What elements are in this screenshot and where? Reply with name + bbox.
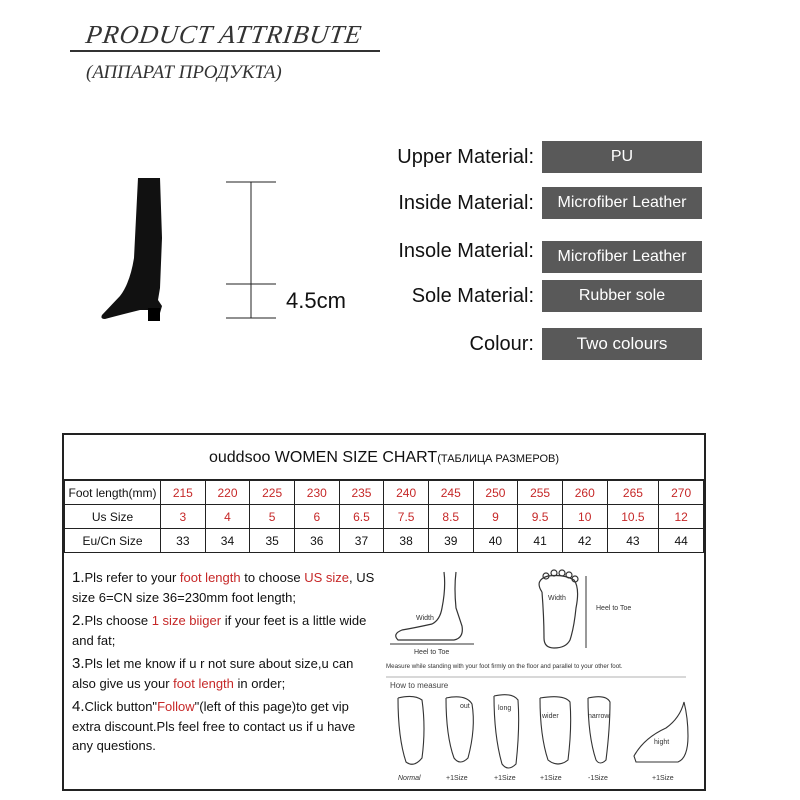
- heel-height-indicator: [222, 180, 282, 320]
- table-row-eu-size: [65, 529, 704, 553]
- attribute-label: Colour:: [469, 333, 534, 355]
- note-text: to choose: [240, 570, 305, 585]
- note-text: , US size 6=CN size 36=230mm foot length;: [72, 570, 375, 605]
- note-number: 1.: [72, 569, 85, 586]
- size-adjust-label: -1Size: [588, 775, 608, 782]
- follow-link[interactable]: Follow: [157, 699, 195, 714]
- table-cell: 240: [384, 481, 429, 505]
- attribute-label: Upper Material:: [397, 146, 534, 168]
- note-2: [72, 611, 377, 650]
- attribute-value: Rubber sole: [542, 280, 702, 312]
- attribute-value: Microfiber Leather: [542, 241, 702, 273]
- table-cell: 255: [518, 481, 563, 505]
- foot-type-narrow: narrow: [588, 713, 610, 720]
- table-cell: 220: [205, 481, 250, 505]
- measurement-diagram: [384, 568, 702, 788]
- table-cell: 42: [562, 529, 607, 553]
- table-cell: 41: [518, 529, 563, 553]
- note-text: if your feet is a little wide and fat;: [72, 613, 367, 648]
- attribute-label: Insole Material:: [398, 240, 534, 262]
- row-header: Foot length(mm): [65, 481, 161, 505]
- table-row-us-size: [65, 505, 704, 529]
- attribute-row-colour: [330, 328, 702, 360]
- divider: [386, 676, 686, 678]
- table-cell: 34: [205, 529, 250, 553]
- size-chart-title-suffix: (ТАБЛИЦА РАЗМЕРОВ): [437, 453, 560, 465]
- note-highlight: US size: [304, 570, 350, 585]
- heel-to-toe-label: Heel to Toe: [414, 649, 450, 656]
- note-text: Click button": [84, 699, 158, 714]
- table-cell: 225: [250, 481, 295, 505]
- table-cell: 5: [250, 505, 295, 529]
- table-cell: 4: [205, 505, 250, 529]
- hight-label: hight: [654, 739, 670, 746]
- note-text: "(left of this page)to get vip extra discount.Pls feel free to contact us if u have any questions.: [72, 699, 356, 753]
- attribute-value: PU: [542, 141, 702, 173]
- table-cell: 8.5: [428, 505, 473, 529]
- note-1: [72, 568, 377, 607]
- table-cell: 12: [659, 505, 704, 529]
- table-cell: 40: [473, 529, 518, 553]
- table-cell: 270: [659, 481, 704, 505]
- size-table: [64, 480, 704, 553]
- table-cell: 35: [250, 529, 295, 553]
- table-cell: 6: [294, 505, 339, 529]
- table-cell: 215: [161, 481, 206, 505]
- size-adjust-label: +1Size: [652, 775, 674, 782]
- table-row-foot-length: [65, 481, 704, 505]
- table-cell: 3: [161, 505, 206, 529]
- note-number: 3.: [72, 655, 85, 672]
- attribute-row-upper: [330, 141, 702, 173]
- attribute-row-insole: [330, 235, 702, 267]
- table-cell: 10: [562, 505, 607, 529]
- table-cell: 38: [384, 529, 429, 553]
- attribute-value: Microfiber Leather: [542, 187, 702, 219]
- note-highlight: foot length: [173, 675, 234, 691]
- note-3: [72, 654, 377, 693]
- note-number: 4.: [72, 698, 85, 715]
- table-cell: 7.5: [384, 505, 429, 529]
- note-highlight: 1 size biiger: [151, 613, 222, 628]
- header-underline: [70, 50, 380, 52]
- row-header: Eu/Cn Size: [65, 529, 161, 553]
- attribute-row-inside: [330, 187, 702, 219]
- size-chart-title: [64, 435, 704, 480]
- attribute-label: Sole Material:: [411, 285, 534, 307]
- attribute-row-sole: [330, 280, 702, 312]
- table-cell: 10.5: [607, 505, 659, 529]
- table-cell: 39: [428, 529, 473, 553]
- note-highlight: foot length: [179, 570, 241, 585]
- table-cell: 44: [659, 529, 704, 553]
- top-foot-icon: [539, 570, 578, 648]
- attribute-label: Inside Material:: [398, 192, 534, 214]
- table-cell: 37: [339, 529, 384, 553]
- foot-type-normal: Normal: [398, 775, 421, 782]
- note-number: 2.: [72, 612, 85, 629]
- how-to-measure-label: How to measure: [390, 681, 449, 690]
- table-cell: 36: [294, 529, 339, 553]
- size-adjust-label: +1Size: [540, 775, 562, 782]
- table-cell: 9.5: [518, 505, 563, 529]
- table-cell: 250: [473, 481, 518, 505]
- foot-type-long: long: [498, 705, 512, 712]
- note-text: in order;: [233, 675, 286, 691]
- attribute-value: Two colours: [542, 328, 702, 360]
- table-cell: 6.5: [339, 505, 384, 529]
- note-text: Pls let me know if u r not sure about size,u can also give us your: [72, 656, 354, 691]
- width-label-top: Width: [548, 595, 566, 602]
- row-header: Us Size: [65, 505, 161, 529]
- foot-type-out: out: [460, 703, 470, 710]
- table-cell: 43: [607, 529, 659, 553]
- size-chart: [62, 433, 706, 791]
- table-cell: 245: [428, 481, 473, 505]
- boot-image: [100, 178, 180, 323]
- size-adjust-label: +1Size: [446, 775, 468, 782]
- size-chart-title-main: ouddsoo WOMEN SIZE CHART: [208, 449, 438, 466]
- table-cell: 230: [294, 481, 339, 505]
- side-foot-icon: [396, 572, 463, 640]
- heel-to-toe-label-2: Heel to Toe: [596, 605, 632, 612]
- heel-height-label: 4.5cm: [286, 288, 346, 313]
- width-label: Width: [416, 615, 434, 622]
- header-title: PRODUCT ATTRIBUTE: [84, 20, 364, 49]
- foot-type-wider: wider: [542, 713, 559, 720]
- table-cell: 260: [562, 481, 607, 505]
- foot-types-row: [398, 695, 688, 768]
- note-text: Pls refer to your: [84, 570, 180, 585]
- size-adjust-label: +1Size: [494, 775, 516, 782]
- header-subtitle: (АППАРАТ ПРОДУКТА): [86, 62, 282, 83]
- measure-instruction: Measure while standing with your foot firmly on the floor and parallel to your other foot.: [386, 663, 623, 670]
- table-cell: 235: [339, 481, 384, 505]
- note-text: Pls choose: [84, 613, 152, 628]
- note-4: [72, 697, 377, 756]
- table-cell: 33: [161, 529, 206, 553]
- table-cell: 265: [607, 481, 659, 505]
- size-notes: [72, 568, 377, 760]
- table-cell: 9: [473, 505, 518, 529]
